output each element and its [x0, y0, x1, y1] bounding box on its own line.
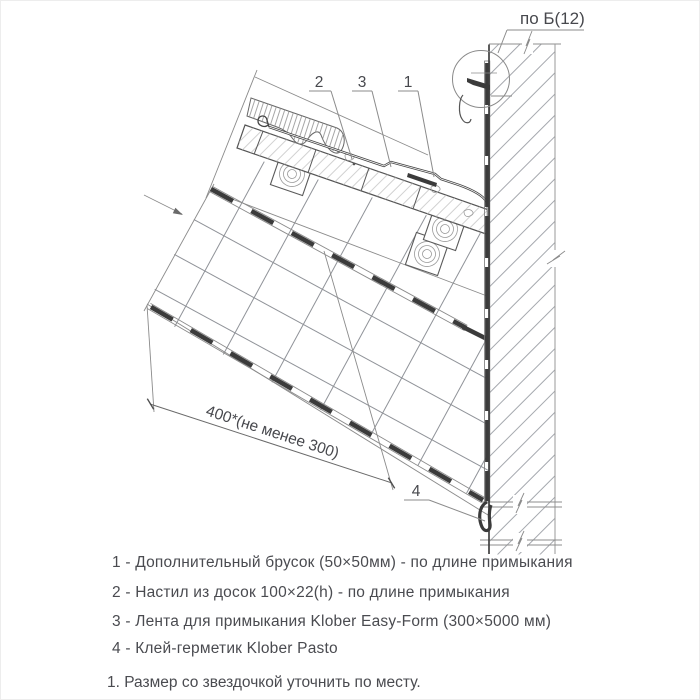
break-symbol-cut2 — [513, 531, 527, 552]
fastener-dot — [353, 163, 356, 166]
callout-1 — [398, 74, 434, 177]
break-symbol-cut1 — [513, 493, 527, 514]
legend-note: 1. Размер со звездочкой уточнить по месту. — [107, 674, 421, 691]
legend-item-2: 2 - Настил из досок 100×22(h) - по длине примыкания — [112, 584, 510, 601]
wall-hatch — [490, 45, 555, 555]
break-symbol-top — [522, 31, 533, 54]
callout-2-label: 2 — [314, 74, 324, 91]
callout-3 — [352, 74, 391, 167]
sealant-blob — [480, 502, 491, 531]
callout-4-label: 4 — [411, 483, 421, 500]
legend-item-1: 1 - Дополнительный брусок (50×50мм) - по длине примыкания — [112, 554, 573, 571]
extension-line-left — [147, 305, 154, 412]
dimension-text: 400*(не менее 300) — [203, 402, 342, 463]
masonry-wall — [480, 31, 565, 555]
clamp-hook — [459, 95, 471, 123]
callout-1-label: 1 — [403, 74, 413, 91]
legend-item-3: 3 - Лента для примыкания Klober Easy-Form (300×5000 мм) — [112, 613, 552, 630]
slope-arrow — [144, 195, 183, 215]
reference-label: по Б(12) — [520, 9, 585, 28]
callout-3-label: 3 — [357, 74, 367, 91]
legend-item-4: 4 - Клей-герметик Klober Pasto — [112, 640, 338, 657]
break-symbol-right — [547, 250, 565, 267]
